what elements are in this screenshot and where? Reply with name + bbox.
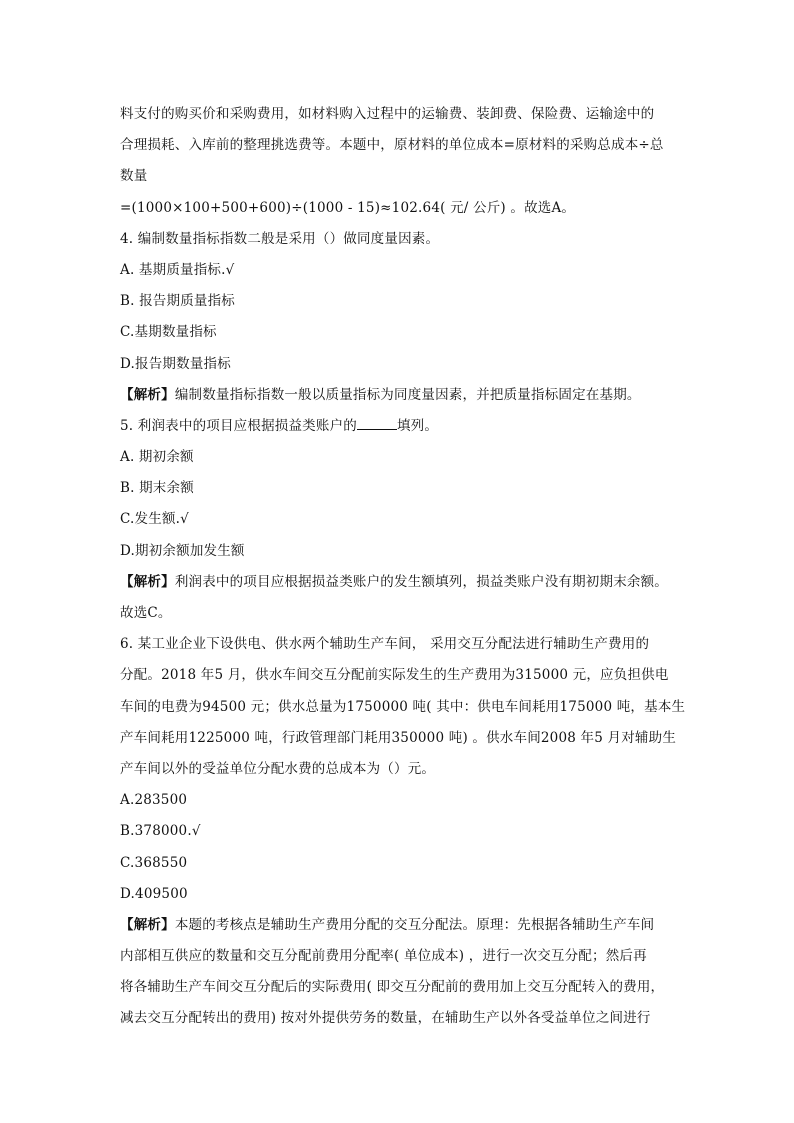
q6-stem-line-2: 分配。2018 年5 月，供水车间交互分配前实际发生的生产费用为315000 元，应负担供电: [120, 667, 669, 684]
q5-option-d: D.期初余额加发生额: [120, 542, 245, 559]
q5-explanation-label: 【解析】: [120, 573, 175, 590]
q6-explanation-line-3: 将各辅助生产车间交互分配后的实际费用( 即交互分配前的费用加上交互分配转入的费用，: [120, 979, 665, 996]
q3-explanation-line-1: 料支付的购买价和采购费用，如材料购入过程中的运输费、装卸费、保险费、运输途中的: [120, 106, 655, 122]
q6-stem-line-5: 产车间以外的受益单位分配水费的总成本为（）元。: [120, 760, 436, 777]
q4-option-d: D.报告期数量指标: [120, 355, 231, 372]
q6-stem-line-4: 产车间耗用1225000 吨，行政管理部门耗用350000 吨) 。供水车间2008 年5 月对辅助生: [120, 729, 677, 746]
q4-stem: 4. 编制数量指标指数二般是采用（）做同度量因素。: [120, 230, 440, 247]
q6-option-a: A.283500: [120, 792, 188, 809]
q5-explanation-line-1: [120, 567, 680, 598]
q5-option-b: B. 期末余额: [120, 480, 194, 497]
q6-option-b: B.378000.√: [120, 823, 201, 840]
q5-option-a: A. 期初余额: [120, 449, 194, 466]
q5-explanation-text: 利润表中的项目应根据损益类账户的发生额填列，损益类账户没有期初期末余额。: [174, 573, 669, 590]
q6-explanation-line-1: [120, 910, 680, 941]
q3-explanation-line-2: 合理损耗、入库前的整理挑选费等。本题中，原材料的单位成本=原材料的采购总成本÷总: [120, 137, 664, 154]
q6-stem-line-3: 车间的电费为94500 元；供水总量为1750000 吨( 其中：供电车间耗用175000 吨，基本生: [120, 698, 686, 715]
q5-stem-after: 填列。: [396, 417, 439, 434]
q4-explanation: [120, 380, 680, 411]
q4-explanation-text: 编制数量指标指数一般以质量指标为同度量因素，并把质量指标固定在基期。: [174, 386, 641, 403]
q6-option-c: C.368550: [120, 854, 188, 871]
q5-stem: [120, 411, 680, 442]
q5-explanation-line-2: 故选C。: [120, 605, 172, 621]
q6-explanation-label: 【解析】: [120, 916, 175, 933]
q4-explanation-label: 【解析】: [120, 386, 175, 403]
q6-stem-line-1: 6. 某工业企业下设供电、供水两个辅助生产车间， 采用交互分配法进行辅助生产费用的: [120, 636, 650, 653]
q6-explanation-text: 本题的考核点是辅助生产费用分配的交互分配法。原理：先根据各辅助生产车间: [174, 916, 655, 933]
q4-option-b: B. 报告期质量指标: [120, 293, 236, 310]
q5-option-c: C.发生额.√: [120, 511, 189, 528]
q3-explanation-formula: =(1000×100+500+600)÷(1000 - 15)≈102.64( 元/ 公斤) 。故选A。: [120, 199, 576, 216]
q5-answer-blank: [357, 417, 397, 430]
q3-explanation-line-3: 数量: [120, 168, 148, 185]
q6-option-d: D.409500: [120, 885, 188, 902]
document-body: [120, 99, 686, 1035]
q6-explanation-line-4: 减去交互分配转出的费用) 按对外提供劳务的数量，在辅助生产以外各受益单位之间进行: [120, 1010, 651, 1027]
q4-option-c: C.基期数量指标: [120, 324, 217, 341]
q5-stem-before: 5. 利润表中的项目应根据损益类账户的: [120, 417, 357, 434]
q6-explanation-line-2: 内部相互供应的数量和交互分配前费用分配率( 单位成本) ，进行一次交互分配；然后再: [120, 948, 647, 965]
q4-option-a: A. 基期质量指标.√: [120, 261, 235, 278]
